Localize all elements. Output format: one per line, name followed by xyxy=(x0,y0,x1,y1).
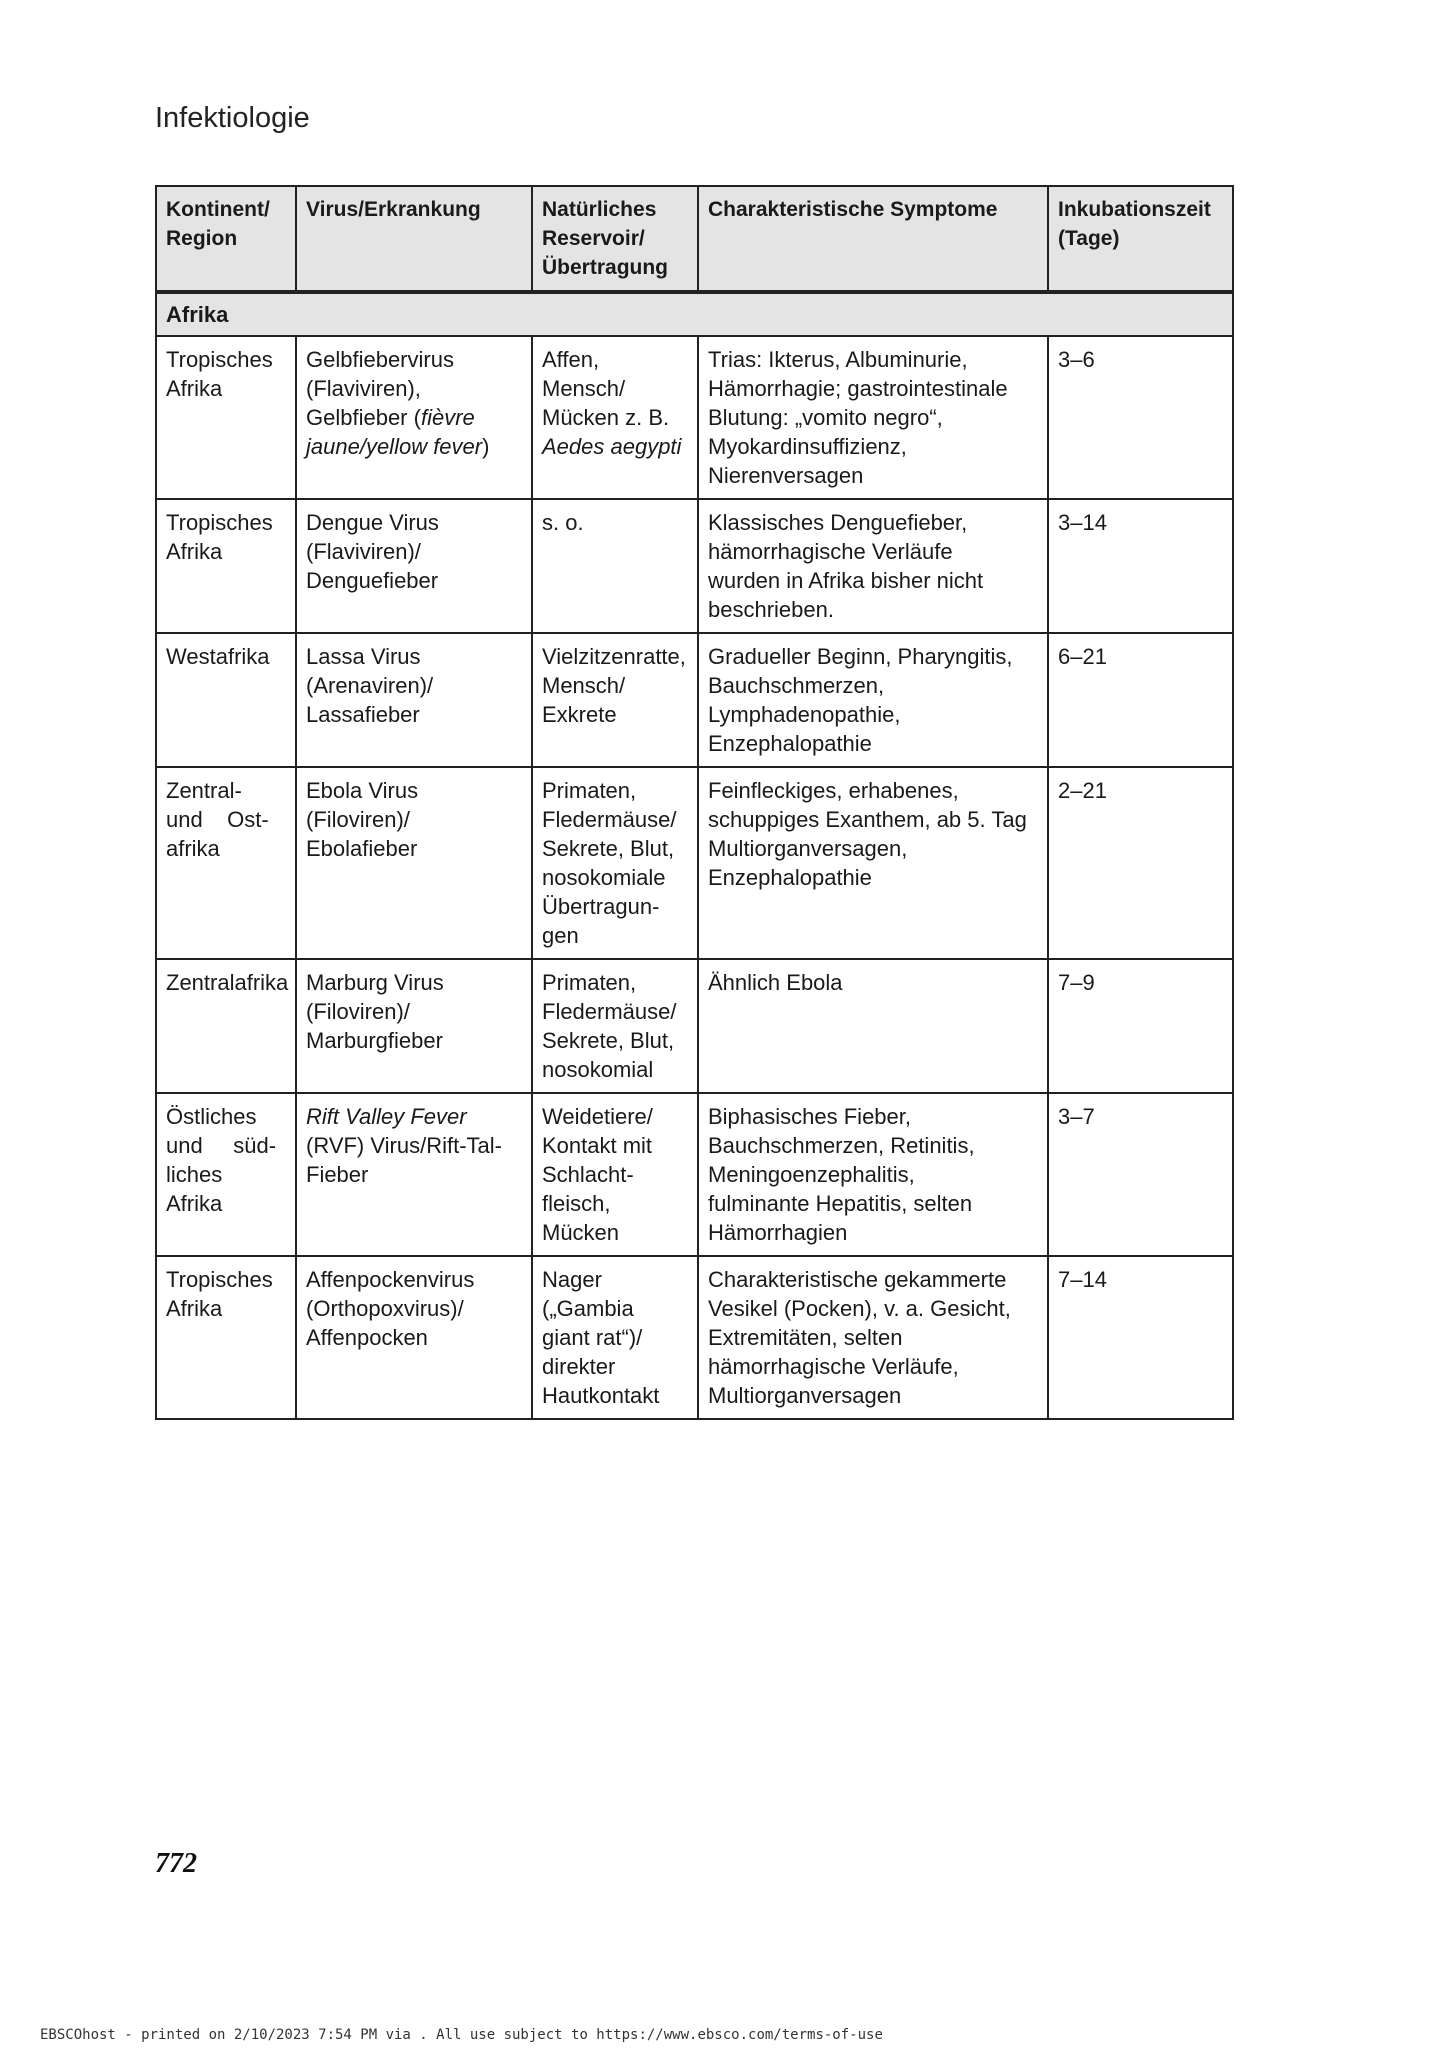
cell-incubation: 3–14 xyxy=(1048,499,1233,633)
cell-symptoms: Gradueller Beginn, Pharyngitis, Bauchschmerzen, Lymphadenopathie, Enzephalopathie xyxy=(698,633,1048,767)
cell-symptoms: Ähnlich Ebola xyxy=(698,959,1048,1093)
running-head: Infektiologie xyxy=(155,102,310,134)
cell-symptoms: Feinfleckiges, erhabenes, schuppiges Exanthem, ab 5. Tag Multiorganversagen, Enzephalopathie xyxy=(698,767,1048,959)
cell-symptoms: Biphasisches Fieber, Bauchschmerzen, Retinitis, Meningoenzephalitis, fulminante Hepatitis, selten Hämorrhagien xyxy=(698,1093,1048,1256)
print-footer: EBSCOhost - printed on 2/10/2023 7:54 PM via . All use subject to https://www.ebsco.com/terms-of-use xyxy=(40,2027,883,2043)
virus-text-italic: fièvre jaune/yellow fever xyxy=(306,405,483,459)
cell-symptoms: Trias: Ikterus, Albuminurie, Hämorrhagie; gastrointestinale Blutung: „vomito negro“, Myokardinsuffizienz, Nierenversagen xyxy=(698,336,1048,499)
cell-reservoir: Nager („Gambia giant rat“)/ direkter Hautkontakt xyxy=(532,1256,698,1419)
cell-incubation: 7–9 xyxy=(1048,959,1233,1093)
table-row xyxy=(156,1256,1233,1419)
cell-incubation: 2–21 xyxy=(1048,767,1233,959)
section-row-afrika xyxy=(156,292,1233,336)
cell-reservoir: Primaten, Fledermäuse/ Sekrete, Blut, nosokomial xyxy=(532,959,698,1093)
cell-virus xyxy=(296,336,532,499)
virus-text: Gelbfiebervirus (Flaviviren), Gelbfieber ( xyxy=(306,347,454,430)
cell-reservoir xyxy=(532,336,698,499)
virus-text: (RVF) Virus/Rift-Tal- Fieber xyxy=(306,1133,502,1187)
header-symptoms: Charakteristische Symptome xyxy=(698,186,1048,292)
cell-virus xyxy=(296,1093,532,1256)
cell-virus: Affenpockenvirus (Orthopoxvirus)/ Affenpocken xyxy=(296,1256,532,1419)
table-row xyxy=(156,499,1233,633)
cell-reservoir: Primaten, Fledermäuse/ Sekrete, Blut, nosokomiale Übertragun- gen xyxy=(532,767,698,959)
virus-text-italic: Rift Valley Fever xyxy=(306,1104,467,1129)
cell-region: Zentral- und Ost- afrika xyxy=(156,767,296,959)
cell-symptoms: Charakteristische gekammerte Vesikel (Pocken), v. a. Gesicht, Extremitäten, selten hämorrhagische Verläufe, Multiorganversagen xyxy=(698,1256,1048,1419)
table-row xyxy=(156,959,1233,1093)
cell-region: Tropisches Afrika xyxy=(156,336,296,499)
table-row xyxy=(156,633,1233,767)
cell-incubation: 7–14 xyxy=(1048,1256,1233,1419)
table-row xyxy=(156,767,1233,959)
cell-region: Westafrika xyxy=(156,633,296,767)
header-incubation: Inkubationszeit (Tage) xyxy=(1048,186,1233,292)
table-row xyxy=(156,1093,1233,1256)
virus-text: ) xyxy=(482,434,490,459)
cell-virus: Dengue Virus (Flaviviren)/ Denguefieber xyxy=(296,499,532,633)
table-row xyxy=(156,336,1233,499)
table-header-row xyxy=(156,186,1233,292)
header-reservoir: Natürliches Reservoir/ Übertragung xyxy=(532,186,698,292)
virus-table xyxy=(155,185,1234,1420)
cell-incubation: 3–7 xyxy=(1048,1093,1233,1256)
cell-incubation: 3–6 xyxy=(1048,336,1233,499)
cell-virus: Lassa Virus (Arenaviren)/ Lassafieber xyxy=(296,633,532,767)
header-virus: Virus/Erkrankung xyxy=(296,186,532,292)
cell-region: Tropisches Afrika xyxy=(156,1256,296,1419)
page-number: 772 xyxy=(155,1848,197,1879)
header-region: Kontinent/ Region xyxy=(156,186,296,292)
cell-virus: Marburg Virus (Filoviren)/ Marburgfieber xyxy=(296,959,532,1093)
cell-region: Östliches und süd- liches Afrika xyxy=(156,1093,296,1256)
cell-region: Tropisches Afrika xyxy=(156,499,296,633)
reservoir-text-italic: Aedes aegypti xyxy=(542,434,682,459)
cell-reservoir: s. o. xyxy=(532,499,698,633)
cell-reservoir: Weidetiere/ Kontakt mit Schlacht- fleisch, Mücken xyxy=(532,1093,698,1256)
cell-region: Zentralafrika xyxy=(156,959,296,1093)
virus-table-container xyxy=(155,185,1232,1420)
section-label: Afrika xyxy=(156,292,1233,336)
cell-incubation: 6–21 xyxy=(1048,633,1233,767)
cell-virus: Ebola Virus (Filoviren)/ Ebolafieber xyxy=(296,767,532,959)
reservoir-text: Affen, Mensch/ Mücken z. B. xyxy=(542,347,670,430)
cell-symptoms: Klassisches Denguefieber, hämorrhagische Verläufe wurden in Afrika bisher nicht beschrieben. xyxy=(698,499,1048,633)
cell-reservoir: Vielzitzenratte, Mensch/ Exkrete xyxy=(532,633,698,767)
